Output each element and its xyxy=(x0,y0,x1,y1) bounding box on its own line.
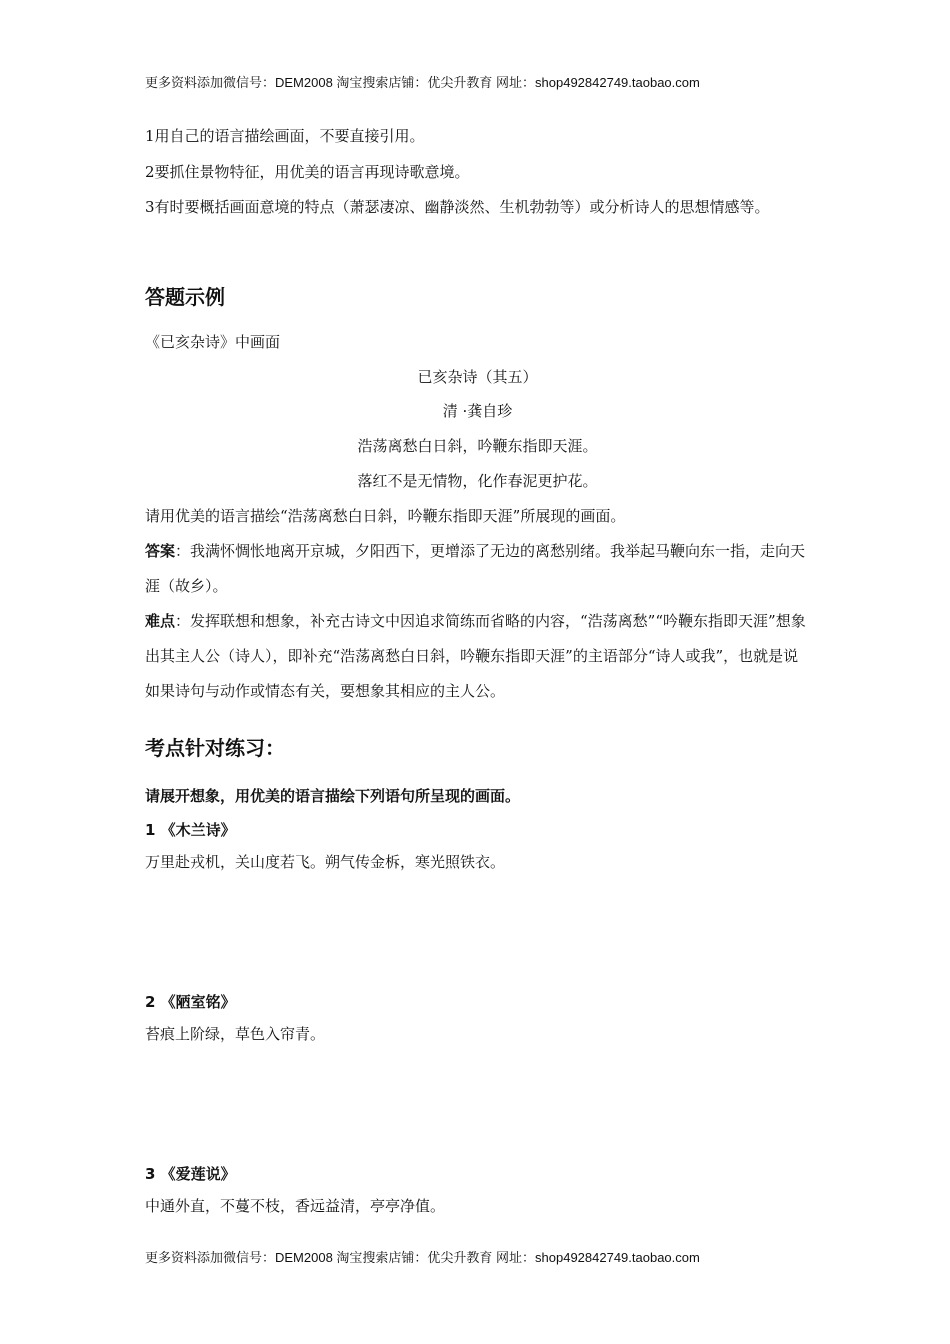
page-footer: 更多资料添加微信号：DEM2008 淘宝搜索店铺：优尖升教育 网址：shop492842749.taobao.com xyxy=(145,1250,700,1265)
tip-3: 3有时要概括画面意境的特点（萧瑟凄凉、幽静淡然、生机勃勃等）或分析诗人的思想情感等。 xyxy=(145,198,770,216)
page-header: 更多资料添加微信号：DEM2008 淘宝搜索店铺：优尖升教育 网址：shop492842749.taobao.com xyxy=(145,75,700,90)
example-question: 请用优美的语言描绘“浩荡离愁白日斜，吟鞭东指即天涯”所展现的画面。 xyxy=(145,507,626,525)
answer-text: ：我满怀惆怅地离开京城，夕阳西下，更增添了无边的离愁别绪。我举起马鞭向东一指，走向天涯（故乡）。 xyxy=(145,542,806,595)
poem-title: 已亥杂诗（其五） xyxy=(417,368,538,386)
practice-item-text-1: 万里赴戎机，关山度若飞。朔气传金柝，寒光照铁衣。 xyxy=(145,853,506,871)
example-difficulty xyxy=(145,604,810,709)
example-heading: 答题示例 xyxy=(145,285,225,309)
answer-label: 答案 xyxy=(145,542,176,560)
tip-2: 2要抓住景物特征，用优美的语言再现诗歌意境。 xyxy=(145,163,470,181)
poem-line-2: 落红不是无情物，化作春泥更护花。 xyxy=(357,472,598,490)
poem-author: 清 ·龚自珍 xyxy=(442,402,513,420)
practice-item-title-3: 3 《爱莲说》 xyxy=(145,1165,236,1183)
example-answer xyxy=(145,534,810,604)
difficulty-label: 难点 xyxy=(145,612,176,630)
practice-item-text-3: 中通外直，不蔓不枝，香远益清，亭亭净值。 xyxy=(145,1197,446,1215)
tip-1: 1用自己的语言描绘画面，不要直接引用。 xyxy=(145,127,425,145)
practice-instruction: 请展开想象，用优美的语言描绘下列语句所呈现的画面。 xyxy=(145,787,521,805)
poem-line-1: 浩荡离愁白日斜，吟鞭东指即天涯。 xyxy=(357,437,598,455)
practice-item-title-1: 1 《木兰诗》 xyxy=(145,821,236,839)
practice-item-title-2: 2 《陋室铭》 xyxy=(145,993,236,1011)
practice-item-text-2: 苔痕上阶绿，草色入帘青。 xyxy=(145,1025,326,1043)
example-intro: 《已亥杂诗》中画面 xyxy=(145,333,281,351)
practice-heading: 考点针对练习： xyxy=(145,736,285,760)
difficulty-text: ：发挥联想和想象，补充古诗文中因追求简练而省略的内容，“浩荡离愁”“吟鞭东指即天涯”想象出其主人公（诗人），即补充“浩荡离愁白日斜，吟鞭东指即天涯”的主语部分“诗人或我”，也就是说如果诗句与动作或情态有关，要想象其相应的主人公。 xyxy=(145,612,806,700)
